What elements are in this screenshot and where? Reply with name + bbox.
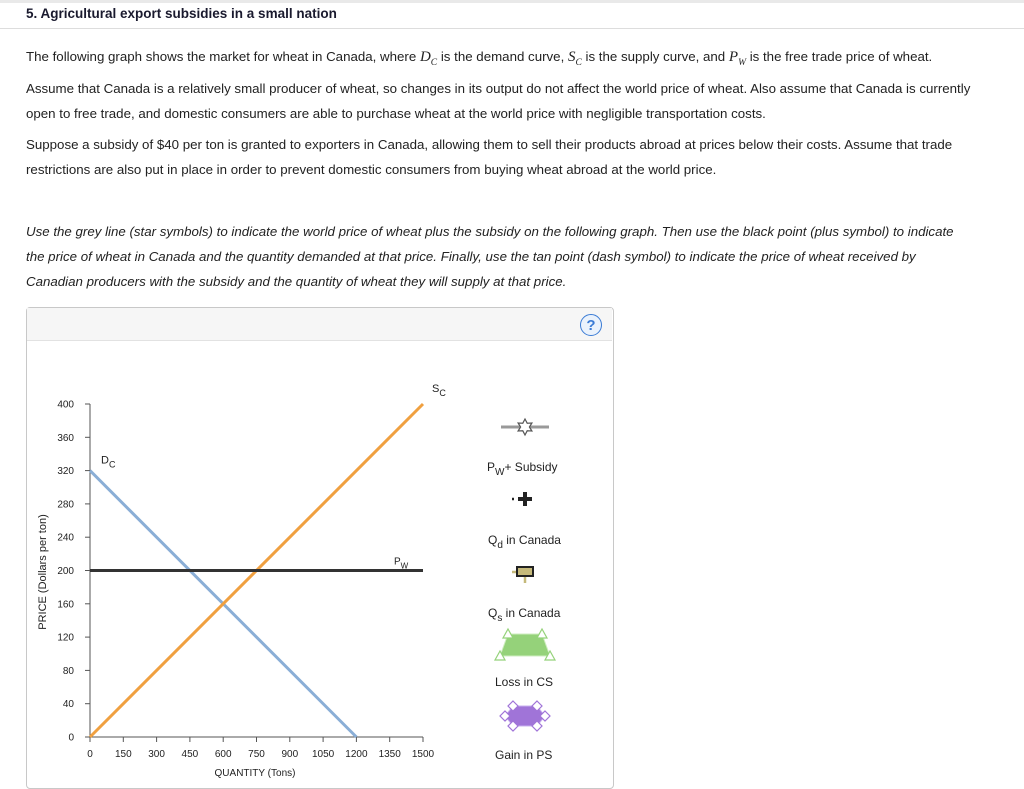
demand-curve-label: $D_C$ xyxy=(101,454,116,470)
demand-symbol: $D_C$ xyxy=(419,49,438,68)
legend-pw-subsidy-label: $P_W+$ Subsidy xyxy=(487,460,558,478)
legend-gain-ps-label: Gain in PS xyxy=(495,748,553,762)
help-button[interactable]: ? xyxy=(580,314,602,336)
x-tick-label: 1200 xyxy=(345,749,368,760)
x-tick-label: 150 xyxy=(114,749,132,760)
x-axis-label: QUANTITY (Tons) xyxy=(214,768,296,779)
legend-loss-cs-label: Loss in CS xyxy=(495,675,554,689)
question-title: 5. Agricultural export subsidies in a small nation xyxy=(26,6,337,21)
world-price-symbol: $P_W$ xyxy=(728,49,746,68)
x-tick-label: 0 xyxy=(87,749,93,760)
y-tick-label: 240 xyxy=(57,532,74,544)
y-tick-label: 200 xyxy=(57,566,74,577)
x-tick-label: 1050 xyxy=(311,749,335,760)
world-price-label: $P_W$ xyxy=(394,556,409,571)
dash-icon[interactable] xyxy=(517,567,533,576)
y-tick-label: 120 xyxy=(57,632,74,644)
supply-symbol: $S_C$ xyxy=(567,49,582,68)
y-tick-label: 360 xyxy=(57,432,74,444)
x-tick-label: 600 xyxy=(214,749,232,760)
subsidy-paragraph: Suppose a subsidy of $40 per ton is granted to exporters in Canada, allowing them to sell their products abroad at prices below their costs. Assume that trade restrictions are also put in place in order to prevent domestic consumers from buying wheat abroad at the world price. xyxy=(26,137,953,177)
x-tick-label: 750 xyxy=(248,749,265,760)
y-tick-label: 400 xyxy=(57,399,74,411)
x-tick-label: 900 xyxy=(281,749,299,760)
intro-paragraph: The following graph shows the market for wheat in Canada, where $D_C$ is the demand curve, $S_C$ is the supply curve, and $P_W$ is the free trade price of wheat. Assume that Canada is a relatively small producer of wheat, so changes in its output do not affect the world price of wheat. Also assume that Canada is currently open to free trade, and domestic consumers are able to purchase wheat at the world price with negligible transportation costs. xyxy=(26,49,971,121)
y-tick-label: 0 xyxy=(68,732,74,744)
supply-curve-label: $S_C$ xyxy=(432,383,446,398)
instruction-paragraph: Use the grey line (star symbols) to indicate the world price of wheat plus the subsidy on the following graph. Then use the black point (plus symbol) to indicate the price of wheat in Canada and the quantity demanded at that price. Finally, use the tan point (dash symbol) to indicate the price of wheat received by Canadian producers with the subsidy and the quantity of wheat they will supply at that price. xyxy=(26,224,954,289)
y-tick-label: 280 xyxy=(57,499,74,511)
y-axis-label: PRICE (Dollars per ton) xyxy=(37,514,49,630)
x-tick-label: 1500 xyxy=(411,749,435,760)
star-icon[interactable] xyxy=(518,419,532,435)
x-tick-label: 1350 xyxy=(378,749,401,760)
y-tick-label: 40 xyxy=(62,699,74,711)
x-tick-label: 300 xyxy=(148,749,165,760)
y-tick-label: 160 xyxy=(57,599,74,611)
plus-icon-horizontal[interactable] xyxy=(518,497,532,501)
legend-qs-label: $Q_s$ in Canada xyxy=(488,606,561,624)
y-tick-label: 80 xyxy=(62,665,74,677)
legend-qd-label: $Q_d$ in Canada xyxy=(488,533,561,551)
y-tick-label: 320 xyxy=(57,466,74,478)
x-tick-label: 450 xyxy=(181,749,199,760)
